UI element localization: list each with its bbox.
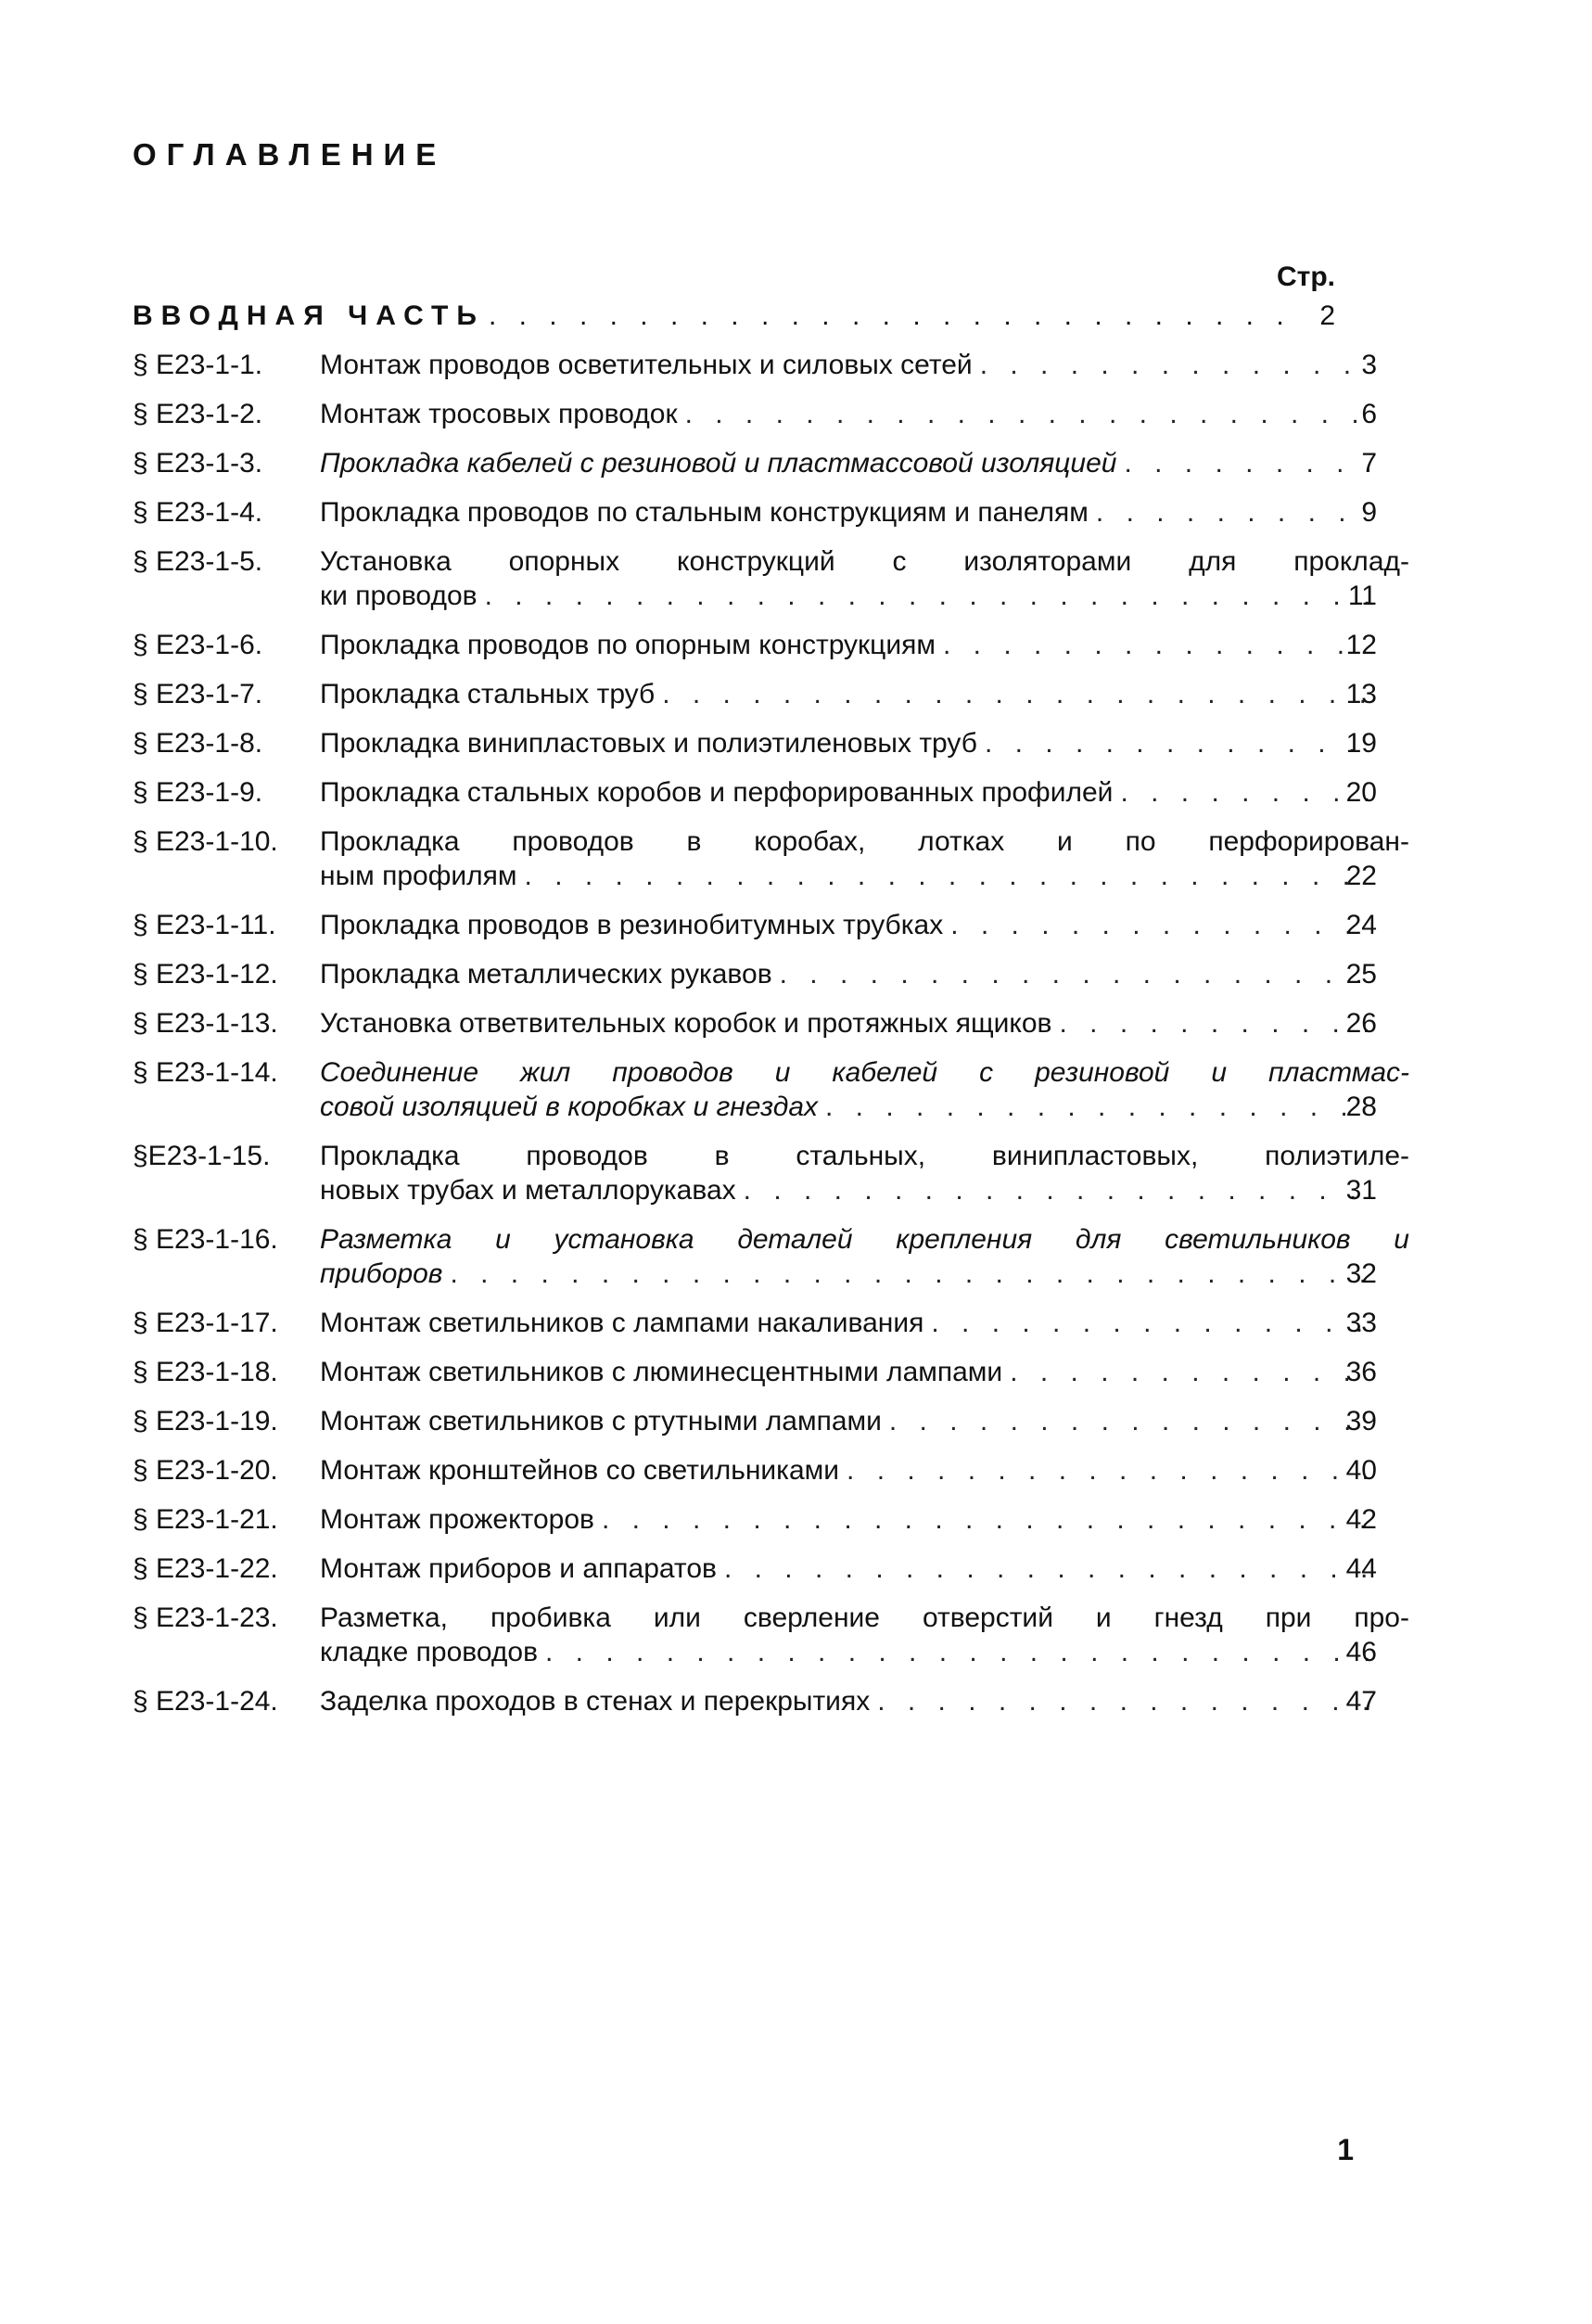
dot-leader bbox=[662, 677, 1369, 711]
toc-entry-title bbox=[320, 957, 1377, 991]
toc-entry-text: Заделка проходов в стенах и перекрытиях bbox=[320, 1686, 871, 1717]
toc-entry-title bbox=[320, 1222, 1409, 1291]
toc-entry-line bbox=[320, 677, 1377, 711]
toc-entry-number: § Е23-1-5. bbox=[133, 546, 263, 577]
toc-entry-line bbox=[320, 726, 1377, 760]
toc-entry-number: § Е23-1-7. bbox=[133, 679, 263, 709]
toc-entry-text: Прокладка стальных коробов и перфорированных профилей bbox=[320, 777, 1114, 808]
toc-entry-title bbox=[320, 775, 1377, 810]
toc-entry-title bbox=[320, 397, 1377, 431]
toc-entry-text: Монтаж проводов осветительных и силовых сетей bbox=[320, 350, 973, 380]
toc-entry-page: 33 bbox=[1345, 1308, 1377, 1338]
toc-entry-line bbox=[320, 1222, 1409, 1257]
dot-leader bbox=[889, 1404, 1369, 1438]
dot-leader bbox=[685, 397, 1369, 431]
toc-entry-line bbox=[320, 908, 1377, 942]
toc-entry-title bbox=[320, 495, 1377, 530]
toc-entry-line bbox=[320, 348, 1377, 382]
toc-entry-title bbox=[320, 1306, 1377, 1340]
toc-entry-page: 40 bbox=[1345, 1455, 1377, 1486]
toc-entry-title bbox=[320, 726, 1377, 760]
toc-entry-page: 42 bbox=[1345, 1504, 1377, 1535]
dot-leader bbox=[877, 1684, 1369, 1718]
dot-leader bbox=[602, 1502, 1369, 1537]
toc-entry-text: Монтаж светильников с лампами накаливания bbox=[320, 1308, 924, 1338]
page-number: 1 bbox=[1337, 2133, 1354, 2166]
toc-entry-line bbox=[320, 859, 1377, 893]
page-column-label: Стр. bbox=[1276, 262, 1335, 292]
toc-entry-text: Прокладка проводов по опорным конструкциям bbox=[320, 630, 936, 660]
toc-entry-page: 31 bbox=[1345, 1175, 1377, 1206]
toc-entry-text: Прокладка стальных труб bbox=[320, 679, 656, 709]
toc-entry-page: 28 bbox=[1345, 1092, 1377, 1122]
page-title: ОГЛАВЛЕНИЕ bbox=[133, 137, 447, 172]
toc-entry-number: § Е23-1-4. bbox=[133, 497, 263, 528]
toc-entry-text: Монтаж светильников с ртутными лампами bbox=[320, 1406, 882, 1437]
toc-entry-line bbox=[320, 1601, 1409, 1635]
toc-entry-text: новых трубах и металлорукавах bbox=[320, 1175, 736, 1206]
toc-entry-page: 7 bbox=[1361, 448, 1377, 479]
toc-entry-title bbox=[320, 1006, 1377, 1041]
toc-entry-page: 13 bbox=[1345, 679, 1377, 709]
toc-entry-line bbox=[320, 1404, 1377, 1438]
toc-entry-text: Монтаж кронштейнов со светильниками bbox=[320, 1455, 840, 1486]
toc-entry-text: Прокладка проводов в коробах, лотках и по перфорирован- bbox=[320, 826, 1409, 857]
toc-entry-text: Прокладка проводов по стальным конструкциям и панелям bbox=[320, 497, 1089, 528]
toc-entry-number: § Е23-1-9. bbox=[133, 777, 263, 808]
toc-entry-number: § Е23-1-10. bbox=[133, 826, 278, 857]
dot-leader bbox=[825, 1090, 1369, 1124]
toc-entry-number: § Е23-1-18. bbox=[133, 1357, 278, 1387]
toc-entry-text: Установка ответвительных коробок и протяжных ящиков bbox=[320, 1008, 1052, 1039]
toc-entry-page: 47 bbox=[1345, 1686, 1377, 1717]
toc-entry-line bbox=[320, 1551, 1377, 1586]
toc-entry-number: § Е23-1-6. bbox=[133, 630, 263, 660]
toc-entry-line bbox=[320, 1006, 1377, 1041]
toc-entry-text: приборов bbox=[320, 1258, 443, 1289]
toc-entry-page: 22 bbox=[1345, 861, 1377, 891]
toc-entry-number: § Е23-1-3. bbox=[133, 448, 263, 479]
dot-leader bbox=[545, 1635, 1369, 1669]
toc-entry-line bbox=[320, 775, 1377, 810]
toc-entry-number: § Е23-1-19. bbox=[133, 1406, 278, 1437]
toc-entry-page: 9 bbox=[1361, 497, 1377, 528]
toc-entry-number: § Е23-1-13. bbox=[133, 1008, 278, 1039]
toc-entry-page: 6 bbox=[1361, 399, 1377, 429]
dot-leader bbox=[525, 859, 1369, 893]
toc-entry-page: 3 bbox=[1361, 350, 1377, 380]
toc-entry-page: 12 bbox=[1345, 630, 1377, 660]
toc-entry-text: Прокладка проводов в стальных, винипластовых, полиэтиле- bbox=[320, 1141, 1409, 1171]
toc-entry-line bbox=[320, 1090, 1377, 1124]
toc-entry-page: 32 bbox=[1345, 1258, 1377, 1289]
toc-entry-title bbox=[320, 544, 1409, 613]
dot-leader bbox=[485, 579, 1369, 613]
toc-entry-number: §Е23-1-15. bbox=[133, 1141, 271, 1171]
toc-entry-intro[interactable] bbox=[133, 299, 1338, 333]
toc-entry-text: ки проводов bbox=[320, 581, 478, 611]
toc-entry-title bbox=[320, 677, 1377, 711]
toc-entry-line bbox=[320, 957, 1377, 991]
toc-entry-title bbox=[320, 446, 1377, 480]
toc-entry-page: 46 bbox=[1345, 1637, 1377, 1667]
toc-entry-text: ным профилям bbox=[320, 861, 517, 891]
toc-entry-number: § Е23-1-1. bbox=[133, 350, 263, 380]
toc-entry-line bbox=[320, 397, 1377, 431]
dot-leader bbox=[724, 1551, 1369, 1586]
toc-entry-line bbox=[320, 1173, 1377, 1207]
toc-entry-number: § Е23-1-11. bbox=[133, 910, 276, 940]
toc-entry-title bbox=[320, 1055, 1409, 1124]
toc-entry-page: 25 bbox=[1345, 959, 1377, 990]
toc-entry-title bbox=[320, 824, 1409, 893]
toc-entry-number: § Е23-1-20. bbox=[133, 1455, 278, 1486]
dot-leader bbox=[489, 299, 1305, 333]
toc-entry-text: Прокладка винипластовых и полиэтиленовых труб bbox=[320, 728, 977, 759]
toc-entry-title bbox=[320, 1551, 1377, 1586]
toc-entry-number: § Е23-1-23. bbox=[133, 1603, 278, 1633]
toc-entry-text: Монтаж прожекторов bbox=[320, 1504, 594, 1535]
dot-leader bbox=[780, 957, 1369, 991]
toc-entry-title bbox=[320, 1453, 1377, 1488]
toc-entry-title: ВВОДНАЯ ЧАСТЬ bbox=[133, 300, 485, 331]
toc-entry-line bbox=[320, 579, 1377, 613]
toc-entry-line bbox=[320, 446, 1377, 480]
toc-entry-page: 39 bbox=[1345, 1406, 1377, 1437]
toc-entry-text: Разметка, пробивка или сверление отверстий и гнезд при про- bbox=[320, 1603, 1409, 1633]
toc-entry-line bbox=[320, 1684, 1377, 1718]
toc-entry-number: § Е23-1-2. bbox=[133, 399, 263, 429]
toc-entry-title bbox=[320, 628, 1377, 662]
toc-entry-text: кладке проводов bbox=[320, 1637, 539, 1667]
toc-entry-page: 11 bbox=[1347, 581, 1377, 611]
toc-entry-number: § Е23-1-8. bbox=[133, 728, 263, 759]
toc-entry-title bbox=[320, 1601, 1409, 1669]
toc-entry-number: § Е23-1-16. bbox=[133, 1224, 278, 1255]
toc-entry-line bbox=[320, 1139, 1409, 1173]
toc-entry-text: Разметка и установка деталей крепления для светильников и bbox=[320, 1224, 1409, 1255]
toc-entry-title bbox=[320, 1355, 1377, 1389]
toc-entry-title bbox=[320, 1404, 1377, 1438]
toc-entry-page: 24 bbox=[1345, 910, 1377, 940]
toc-entry-line bbox=[320, 1257, 1377, 1291]
toc-entry-text: Установка опорных конструкций с изоляторами для проклад- bbox=[320, 546, 1409, 577]
toc-entry-title bbox=[320, 908, 1377, 942]
toc-entry-number: § Е23-1-14. bbox=[133, 1057, 278, 1088]
toc-entry-number: § Е23-1-17. bbox=[133, 1308, 278, 1338]
toc-entry-title bbox=[320, 1684, 1377, 1718]
toc-entry-line bbox=[320, 1355, 1377, 1389]
toc-entry-text: Монтаж светильников с люминесцентными лампами bbox=[320, 1357, 1003, 1387]
toc-entry-line bbox=[320, 544, 1409, 579]
toc-entry-number: § Е23-1-21. bbox=[133, 1504, 278, 1535]
toc-entry-line bbox=[320, 1453, 1377, 1488]
toc-entry-text: совой изоляцией в коробках и гнездах bbox=[320, 1092, 819, 1122]
toc-entry-number: § Е23-1-12. bbox=[133, 959, 278, 990]
toc-entry-page: 26 bbox=[1345, 1008, 1377, 1039]
toc-entry-page: 2 bbox=[1319, 300, 1335, 331]
toc-entry-text: Соединение жил проводов и кабелей с резиновой и пластмас- bbox=[320, 1057, 1409, 1088]
toc-entry-text: Прокладка кабелей с резиновой и пластмассовой изоляцией bbox=[320, 448, 1117, 479]
dot-leader bbox=[847, 1453, 1369, 1488]
toc-entry-page: 19 bbox=[1345, 728, 1377, 759]
toc-entry-title bbox=[320, 348, 1377, 382]
dot-leader bbox=[744, 1173, 1369, 1207]
toc-entry-text: Монтаж тросовых проводок bbox=[320, 399, 678, 429]
toc-entry-line bbox=[320, 495, 1377, 530]
toc-entry-page: 36 bbox=[1345, 1357, 1377, 1387]
toc-entry-text: Монтаж приборов и аппаратов bbox=[320, 1553, 717, 1584]
toc-entry-page: 44 bbox=[1345, 1553, 1377, 1584]
toc-entry-line bbox=[320, 1502, 1377, 1537]
toc-entry-number: § Е23-1-22. bbox=[133, 1553, 278, 1584]
dot-leader bbox=[450, 1257, 1369, 1291]
toc-entry-number: § Е23-1-24. bbox=[133, 1686, 278, 1717]
toc-entry-line bbox=[320, 1635, 1377, 1669]
toc-entry-title bbox=[320, 1139, 1409, 1207]
toc-entry-line bbox=[320, 824, 1409, 859]
toc-entry-line bbox=[320, 628, 1377, 662]
toc-entry-line bbox=[320, 1306, 1377, 1340]
toc-entry-text: Прокладка металлических рукавов bbox=[320, 959, 772, 990]
toc-entry-page: 20 bbox=[1345, 777, 1377, 808]
toc-entry-text: Прокладка проводов в резинобитумных трубках bbox=[320, 910, 944, 940]
toc-entry-line bbox=[320, 1055, 1409, 1090]
toc-entry-title bbox=[320, 1502, 1377, 1537]
